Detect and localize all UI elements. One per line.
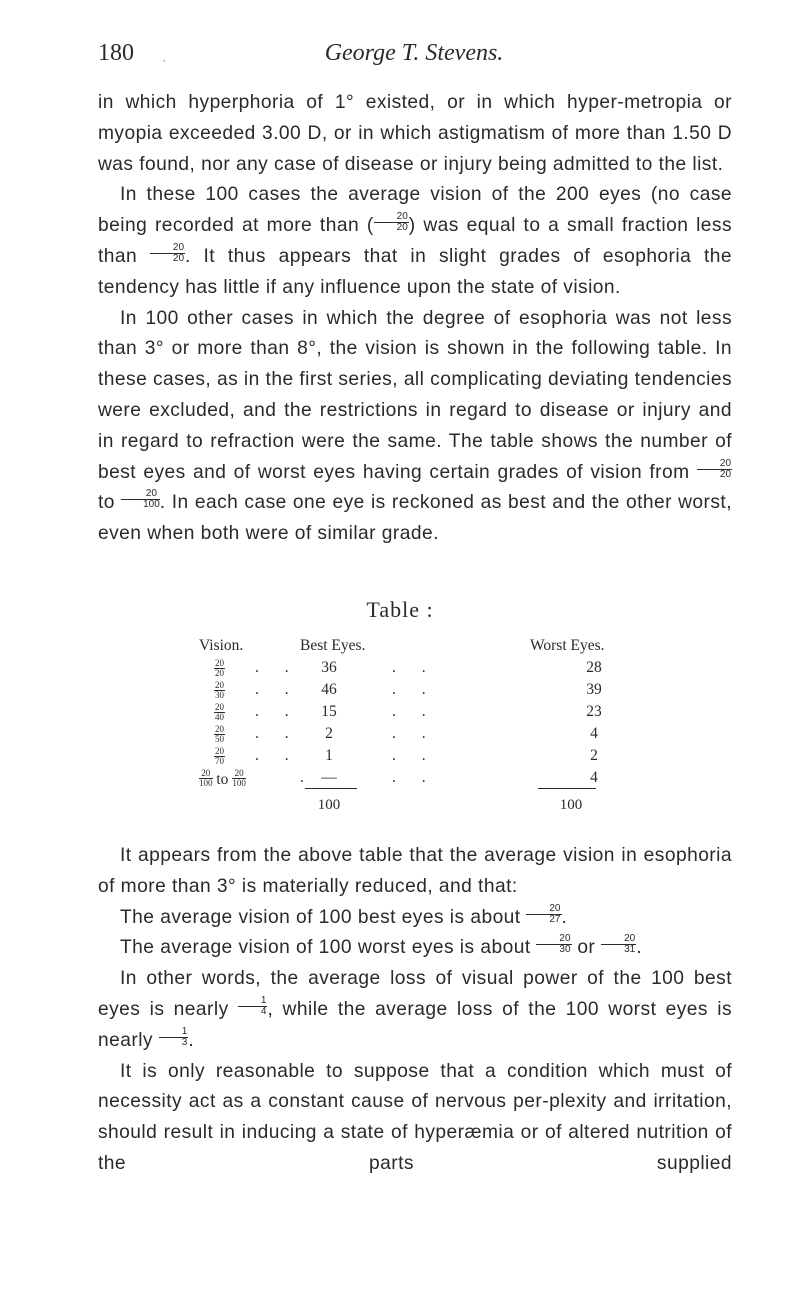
fraction: $\frac{20}{31}$ — [601, 934, 636, 955]
best-eyes-value: 36 — [321, 659, 337, 676]
paragraph-6: The average vision of 100 worst eyes is about $\frac{20}{30}$ or $\frac{20}{31}$ . — [120, 933, 642, 959]
best-eyes-value: 2 — [325, 725, 333, 742]
column-header-best: Best Eyes. — [300, 637, 366, 654]
worst-eyes-value: 28 — [586, 659, 602, 676]
paragraph-2: In these 100 cases the average vision of the 200 eyes (no case being recorded at more than ( $\frac{20}{20}$ ) was equal to a small fraction less than $\frac{20}{20}$ . It thus appears that in slight grades of esophoria the tendency has little if any influence upon the state of vision. — [98, 184, 733, 298]
fraction: $\frac{20}{100}$ — [199, 768, 213, 788]
best-eyes-value: 15 — [321, 703, 337, 720]
fraction: $\frac{20}{70}$ — [215, 746, 224, 766]
best-eyes-total: 100 — [317, 797, 341, 813]
paragraph-3: In 100 other cases in which the degree of esophoria was not less than 3° or more than 8°, the vision is shown in the following table. In these cases, as in the first series, all complicating deviating tendencies were excluded, and the restrictions in regard to disease or injury and in regard to refraction were the same. The table shows the number of best eyes and of worst eyes having certain grades of vision from $\frac{20}{20}$ to $\frac{20}{100}$ . In each case one eye is reckoned as best and the other worst, even when both were of similar grade. — [98, 307, 732, 545]
paragraph-5: The average vision of 100 best eyes is about $\frac{20}{27}$ . — [120, 902, 568, 928]
paragraph-7: In other words, the average loss of visual power of the 100 best eyes is nearly $\frac{1}{4}$ , while the average loss of the 100 worst eyes is nearly $\frac{1}{3}$ . — [98, 968, 733, 1051]
column-header-worst: Worst Eyes. — [530, 637, 605, 654]
table-title: Table : — [366, 597, 434, 622]
paragraph-1: in which hyperphoria of 1° existed, or in which hyper-metropia or myopia exceeded 3.00 D, or in which astigmatism of more than 1.50 D was found, nor any case of disease or injury being admitted to the list. — [98, 92, 732, 175]
fraction: $\frac{1}{4}$ — [238, 996, 268, 1017]
text-block-upper — [98, 88, 732, 550]
best-eyes-value: — — [321, 769, 337, 786]
worst-eyes-value: 4 — [590, 725, 598, 742]
table-row: $\frac{20}{50}$ . . 2 . . 4 — [0, 725, 800, 747]
fraction: $\frac{20}{50}$ — [215, 724, 224, 744]
total-rule-best — [305, 788, 357, 789]
fraction: $\frac{20}{27}$ — [526, 904, 561, 925]
table-row: $\frac{20}{20}$ . . 36 . . 28 — [0, 659, 800, 681]
print-mark: ˎ — [162, 48, 167, 63]
fraction: $\frac{20}{100}$ — [121, 489, 160, 510]
fraction: $\frac{20}{20}$ — [697, 459, 732, 480]
best-eyes-value: 46 — [321, 681, 337, 698]
paragraph-8: It is only reasonable to suppose that a condition which must of necessity act as a constant cause of nervous per-plexity and irritation, should result in inducing a state of hyperæmia or of altered nutrition of the parts supplied — [98, 1060, 732, 1174]
fraction: $\frac{20}{20}$ — [374, 212, 409, 233]
fraction: $\frac{20}{40}$ — [215, 702, 224, 722]
fraction: $\frac{20}{20}$ — [150, 243, 185, 264]
worst-eyes-value: 4 — [590, 769, 598, 786]
fraction: $\frac{20}{30}$ — [215, 680, 224, 700]
best-eyes-value: 1 — [325, 747, 333, 764]
column-header-vision: Vision. — [199, 637, 244, 654]
fraction: $\frac{20}{30}$ — [536, 934, 571, 955]
table-row: $\frac{20}{70}$ . . 1 . . 2 — [0, 747, 800, 769]
worst-eyes-value: 23 — [586, 703, 602, 720]
page-number: 180 — [98, 40, 134, 66]
running-title: George T. Stevens. — [324, 40, 504, 66]
worst-eyes-value: 2 — [590, 747, 598, 764]
text-block-lower — [98, 841, 732, 1180]
worst-eyes-value: 39 — [586, 681, 602, 698]
fraction: $\frac{20}{100}$ — [232, 768, 246, 788]
table-row: $\frac{20}{30}$ . . 46 . . 39 — [0, 681, 800, 703]
total-rule-worst — [538, 788, 596, 789]
table-row: $\frac{20}{100}$ to $\frac{20}{100}$ . — . . 4 — [0, 769, 800, 791]
worst-eyes-total: 100 — [559, 797, 583, 813]
fraction: $\frac{20}{20}$ — [215, 658, 224, 678]
fraction: $\frac{1}{3}$ — [159, 1027, 189, 1048]
paragraph-4: It appears from the above table that the average vision in esophoria of more than 3° is materially reduced, and that: — [98, 845, 732, 897]
table-row: $\frac{20}{40}$ . . 15 . . 23 — [0, 703, 800, 725]
